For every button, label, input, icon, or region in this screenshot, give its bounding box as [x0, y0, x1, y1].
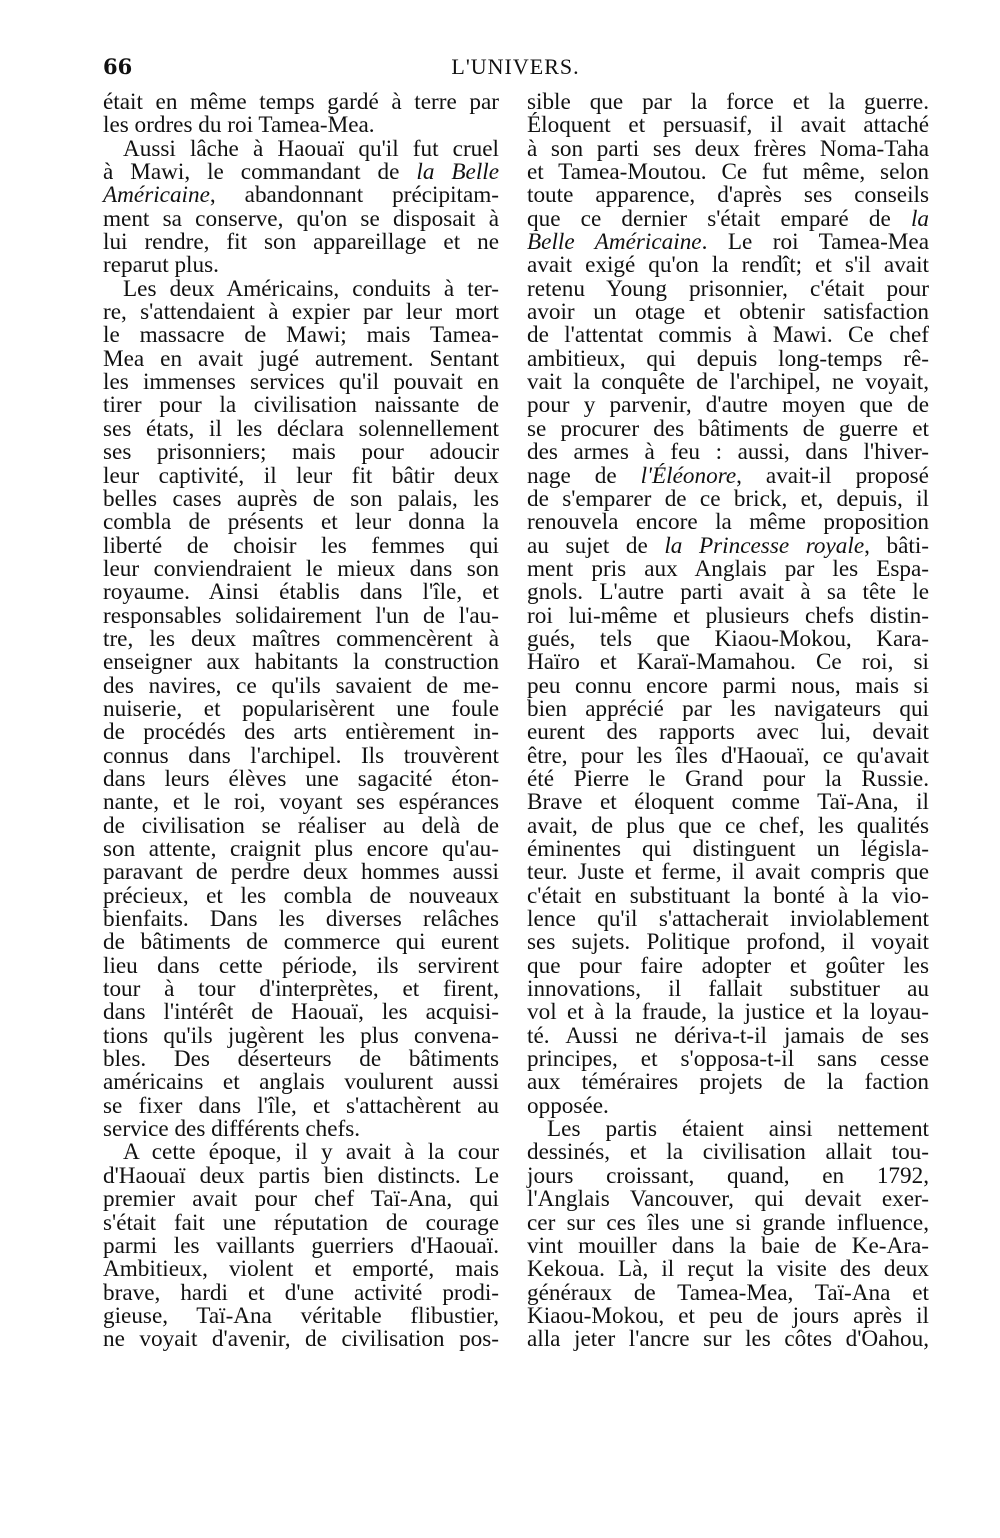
- text-line: les immenses services qu'il pouvait en: [103, 369, 499, 396]
- text-line: tre, les deux maîtres commencèrent à: [103, 625, 499, 652]
- text-line: service des différents chefs.: [103, 1116, 361, 1143]
- text-line: A cette époque, il y avait à la cour: [123, 1139, 499, 1166]
- text-line: nuiserie, et popularisèrent une foule: [103, 695, 499, 722]
- text-line: le massacre de Mawi; mais Tamea-: [103, 322, 499, 349]
- text-line: à Mawi, le commandant de la Belle: [103, 159, 500, 186]
- text-line: jours croissant, quand, en 1792,: [527, 1162, 929, 1189]
- text-line: avait exigé qu'on la rendît; et s'il avait: [527, 252, 929, 279]
- text-line: belles cases auprès de son palais, les: [103, 485, 499, 512]
- text-line: avait, de plus que ce chef, les qualités: [527, 812, 929, 839]
- text-line: pour y parvenir, d'autre moyen que de: [527, 392, 929, 419]
- text-line: enseigner aux habitants la construction: [103, 649, 499, 676]
- text-line: connus dans l'archipel. Ils trouvèrent: [103, 742, 499, 769]
- running-title: L'UNIVERS.: [451, 54, 580, 79]
- text-line: éminentes qui distinguent un législa-: [527, 836, 929, 862]
- page-number: 66: [103, 54, 133, 79]
- text-line: à son parti ses deux frères Noma-Taha: [527, 135, 929, 162]
- text-line: renouvela encore la même proposition: [527, 509, 929, 536]
- page-header: [103, 54, 928, 80]
- text-line: être, pour les îles d'Haouaï, ce qu'avait: [527, 742, 929, 769]
- text-line: que ce dernier s'était emparé de la: [527, 205, 929, 232]
- text-line: américains et anglais voulurent aussi: [103, 1069, 499, 1096]
- text-line: précieux, et les combla de nouveaux: [103, 882, 499, 909]
- text-line: s'était fait une réputation de courage: [103, 1209, 499, 1236]
- text-line: ses sujets. Politique profond, il voyait: [527, 929, 929, 956]
- text-line: lence qu'il s'attacherait inviolablement: [527, 906, 929, 933]
- text-line: parmi les vaillants guerriers d'Haouaï.: [103, 1232, 499, 1259]
- text-line: dessinés, et la civilisation allait tou-: [527, 1139, 929, 1166]
- text-line: Éloquent et persuasif, il avait attaché: [527, 112, 929, 139]
- text-line: bienfaits. Dans les diverses relâches: [103, 906, 499, 933]
- text-line: les ordres du roi Tamea-Mea.: [103, 112, 375, 139]
- text-line: Ambitieux, violent et emporté, mais: [103, 1256, 499, 1283]
- text-line: aux téméraires projets de la faction: [527, 1069, 929, 1096]
- text-line: dans leurs élèves une sagacité éton-: [103, 765, 499, 792]
- text-line: nante, et le roi, voyant ses espérances: [103, 789, 499, 816]
- text-line: royaume. Ainsi établis dans l'île, et: [103, 579, 499, 606]
- text-line: tirer pour la civilisation naissante de: [103, 392, 499, 419]
- text-line: sible que par la force et la guerre.: [527, 89, 929, 115]
- text-line: Les deux Américains, conduits à ter-: [123, 275, 499, 302]
- text-line: vait la conquête de l'archipel, ne voyait,: [527, 369, 929, 396]
- text-line: gieuse, Taï-Ana véritable flibustier,: [103, 1302, 499, 1329]
- text-line: était en même temps gardé à terre par: [103, 89, 499, 115]
- text-line: tions qu'ils jugèrent les plus convena-: [103, 1022, 499, 1049]
- text-line: alla jeter l'ancre sur les côtes d'Oahou,: [527, 1326, 929, 1353]
- text-line: teur. Juste et ferme, il avait compris que: [527, 859, 929, 886]
- text-line: généraux de Tamea-Mea, Taï-Ana et: [527, 1279, 929, 1306]
- text-line: l'Anglais Vancouver, qui devait exer-: [527, 1186, 929, 1213]
- text-line: toute apparence, d'après ses conseils: [527, 182, 929, 209]
- text-line: vint mouiller dans la baie de Ke-Ara-: [527, 1232, 929, 1259]
- text-line: retenu Young prisonnier, c'était pour: [527, 275, 929, 302]
- text-line: responsables solidairement l'un de l'au-: [103, 602, 499, 629]
- text-line: re, s'attendaient à expier par leur mort: [103, 299, 499, 326]
- text-line: reparut plus.: [103, 252, 219, 279]
- text-line: cer sur ces îles une si grande influence,: [527, 1209, 929, 1236]
- text-line: de l'attentat commis à Mawi. Ce chef: [527, 322, 929, 349]
- left-text-column: [103, 91, 499, 1352]
- text-line: des navires, ce qu'ils savaient de me-: [103, 672, 499, 699]
- text-line: ment pris aux Anglais par les Espa-: [527, 555, 929, 582]
- text-line: nage de l'Éléonore, avait-il proposé: [527, 462, 929, 489]
- text-line: peu connu encore parmi nous, mais si: [527, 672, 929, 699]
- text-line: Aussi lâche à Haouaï qu'il fut cruel: [123, 135, 499, 162]
- text-line: de s'emparer de ce brick, et, depuis, il: [527, 485, 929, 512]
- text-line: de bâtiments de commerce qui eurent: [103, 929, 499, 956]
- right-text-column: [527, 91, 929, 1352]
- text-line: ses états, il les déclara solennellement: [103, 415, 499, 442]
- text-line: dans l'intérêt de Haouaï, les acquisi-: [103, 999, 499, 1026]
- text-line: et Tamea-Moutou. Ce fut même, selon: [527, 159, 929, 186]
- text-line: Américaine, abandonnant précipitam-: [103, 182, 499, 209]
- text-line: lieu dans cette période, ils servirent: [103, 952, 499, 979]
- text-line: son attente, craignit plus encore qu'au-: [103, 836, 499, 862]
- text-line: c'était en substituant la bonté à la vio-: [527, 882, 929, 909]
- text-line: ne voyait d'avenir, de civilisation pos-: [103, 1326, 499, 1353]
- text-line: té. Aussi ne dériva-t-il jamais de ses: [527, 1022, 929, 1049]
- text-line: Les partis étaient ainsi nettement: [547, 1116, 929, 1143]
- text-line: principes, et s'opposa-t-il sans cesse: [527, 1046, 929, 1073]
- text-line: gués, tels que Kiaou-Mokou, Kara-: [527, 625, 929, 652]
- text-line: bles. Des déserteurs de bâtiments: [103, 1046, 499, 1073]
- text-line: leur conviendraient le mieux dans son: [103, 555, 499, 582]
- text-line: opposée.: [527, 1092, 609, 1119]
- text-line: ses prisonniers; mais pour adoucir: [103, 439, 499, 466]
- text-line: d'Haouaï deux partis bien distincts. Le: [103, 1162, 499, 1189]
- text-line: brave, hardi et d'une activité prodi-: [103, 1279, 499, 1306]
- text-line: bien apprécié par les navigateurs qui: [527, 695, 929, 722]
- text-line: été Pierre le Grand pour la Russie.: [527, 765, 929, 792]
- text-line: Haïro et Karaï-Mamahou. Ce roi, si: [527, 649, 929, 676]
- text-line: de procédés des arts entièrement in-: [103, 719, 499, 746]
- text-line: se fixer dans l'île, et s'attachèrent au: [103, 1092, 499, 1119]
- text-line: liberté de choisir les femmes qui: [103, 532, 499, 559]
- text-line: lui rendre, fit son appareillage et ne: [103, 229, 499, 256]
- text-line: Kekoua. Là, il reçut la visite des deux: [527, 1256, 929, 1283]
- text-line: des armes à feu : aussi, dans l'hiver-: [527, 439, 929, 466]
- text-line: gnols. L'autre parti avait à sa tête le: [527, 579, 929, 606]
- text-line: roi lui-même et plusieurs chefs distin-: [527, 602, 929, 629]
- text-line: innovations, il fallait substituer au: [527, 976, 929, 1003]
- text-line: au sujet de la Princesse royale, bâti-: [527, 532, 929, 559]
- text-line: premier avait pour chef Taï-Ana, qui: [103, 1186, 499, 1213]
- text-line: avoir un otage et obtenir satisfaction: [527, 299, 929, 326]
- text-line: Brave et éloquent comme Taï-Ana, il: [527, 789, 929, 816]
- text-line: que pour faire adopter et goûter les: [527, 952, 929, 979]
- text-line: ambitieux, qui depuis long-temps rê-: [527, 345, 929, 372]
- text-line: vol et à la fraude, la justice et la loyau-: [527, 999, 929, 1026]
- text-line: Belle Américaine. Le roi Tamea-Mea: [527, 229, 929, 256]
- text-line: de civilisation se réaliser au delà de: [103, 812, 499, 839]
- text-line: se procurer des bâtiments de guerre et: [527, 415, 929, 442]
- text-line: leur captivité, il leur fit bâtir deux: [103, 462, 499, 489]
- text-line: combla de présents et leur donna la: [103, 509, 499, 536]
- text-line: eurent des rapports avec lui, devait: [527, 719, 929, 746]
- text-line: Kiaou-Mokou, et peu de jours après il: [527, 1302, 929, 1329]
- text-line: paravant de perdre deux hommes aussi: [103, 859, 499, 886]
- text-line: tour à tour d'interprètes, et firent,: [103, 976, 499, 1003]
- text-line: Mea en avait jugé autrement. Sentant: [103, 345, 499, 372]
- text-line: ment sa conserve, qu'on se disposait à: [103, 205, 499, 232]
